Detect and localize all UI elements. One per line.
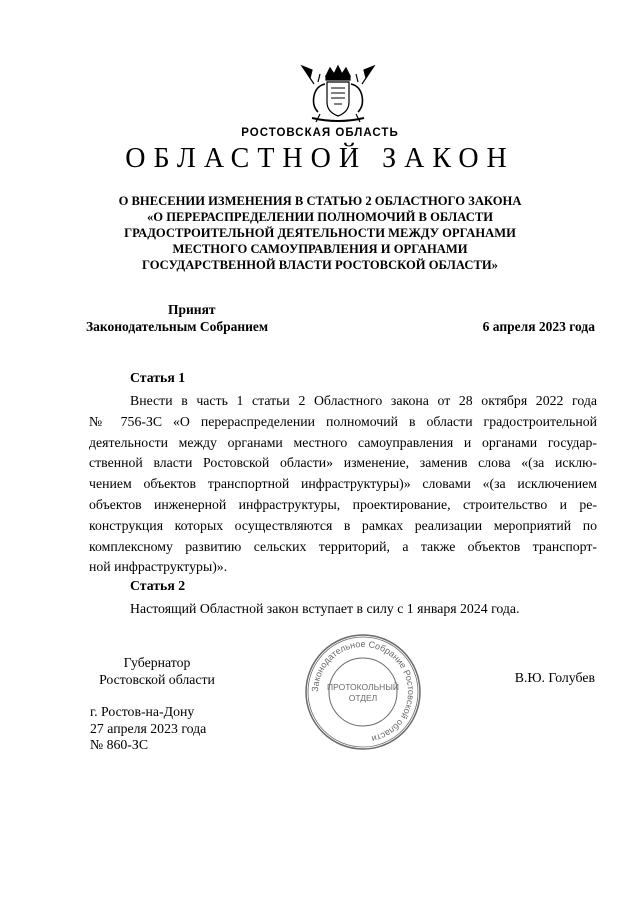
- stamp-inner-ring: [308, 637, 418, 747]
- stamp-inner-line: ПРОТОКОЛЬНЫЙ: [327, 682, 399, 692]
- text-line: объектов инженерной инфраструктуры, проектирование, строительство и ре-: [89, 496, 597, 512]
- stamp-outer-text: Законодательное Собрание Ростовской области: [309, 638, 417, 745]
- official-stamp: [303, 632, 423, 752]
- signatory-title-line: Губернатор: [123, 655, 191, 670]
- stamp-center-ring: [329, 658, 397, 726]
- city: г. Ростов-на-Дону: [90, 704, 195, 719]
- subject-line: МЕСТНОГО САМОУПРАВЛЕНИЯ И ОРГАНАМИ: [172, 242, 468, 256]
- article-2-text: [89, 599, 597, 620]
- text-line: ственной власти Ростовской области» изменение, заменив слова «(за исклю-: [89, 455, 597, 471]
- signatory-title: [90, 654, 224, 688]
- text-line: комплексному развитию сельских территорий, а также объектов транспорт-: [89, 538, 597, 554]
- subject-line: ГРАДОСТРОИТЕЛЬНОЙ ДЕЯТЕЛЬНОСТИ МЕЖДУ ОРГАНАМИ: [124, 226, 516, 240]
- text-line: № 756-ЗС «О перераспределении полномочий в области градостроительной: [89, 413, 597, 429]
- stamp-outer-ring: [306, 635, 420, 749]
- region-name: РОСТОВСКАЯ ОБЛАСТЬ: [241, 127, 399, 139]
- adopting-body: Законодательным Собранием: [86, 319, 269, 334]
- document-type-title: ОБЛАСТНОЙ ЗАКОН: [125, 143, 515, 174]
- article-1-text: [89, 391, 597, 578]
- law-subject: [80, 193, 560, 273]
- adopted-label: Принят: [168, 302, 216, 317]
- stamp-inner-line: ОТДЕЛ: [348, 693, 378, 703]
- article-1-heading: Статья 1: [130, 370, 186, 385]
- adoption-date: 6 апреля 2023 года: [482, 319, 595, 334]
- subject-line: ГОСУДАРСТВЕННОЙ ВЛАСТИ РОСТОВСКОЙ ОБЛАСТИ»: [142, 258, 498, 272]
- signatory-title-line: Ростовской области: [99, 672, 215, 687]
- subject-line: «О ПЕРЕРАСПРЕДЕЛЕНИИ ПОЛНОМОЧИЙ В ОБЛАСТИ: [146, 210, 494, 224]
- text-line: ной инфраструктуры)».: [89, 559, 228, 575]
- signatory-name: В.Ю. Голубев: [514, 670, 595, 685]
- text-line: конструкция которых осуществляются в рамках реализации мероприятий по: [89, 517, 597, 533]
- place-and-date: [90, 704, 206, 754]
- article-2-heading: Статья 2: [130, 578, 186, 593]
- coat-of-arms-icon: [296, 62, 380, 126]
- text-line: чением объектов транспортной инфраструктуры)» словами «(за исключением: [89, 476, 597, 492]
- text-line: Внести в часть 1 статьи 2 Областного закона от 28 октября 2022 года: [130, 393, 597, 408]
- subject-line: О ВНЕСЕНИИ ИЗМЕНЕНИЯ В СТАТЬЮ 2 ОБЛАСТНОГО ЗАКОНА: [118, 194, 522, 208]
- text-line: деятельности между органами местного самоуправления и органами государ-: [89, 434, 597, 450]
- law-number: № 860-ЗС: [90, 737, 149, 752]
- signing-date: 27 апреля 2023 года: [90, 720, 207, 736]
- text-line: Настоящий Областной закон вступает в силу с 1 января 2024 года.: [130, 601, 520, 616]
